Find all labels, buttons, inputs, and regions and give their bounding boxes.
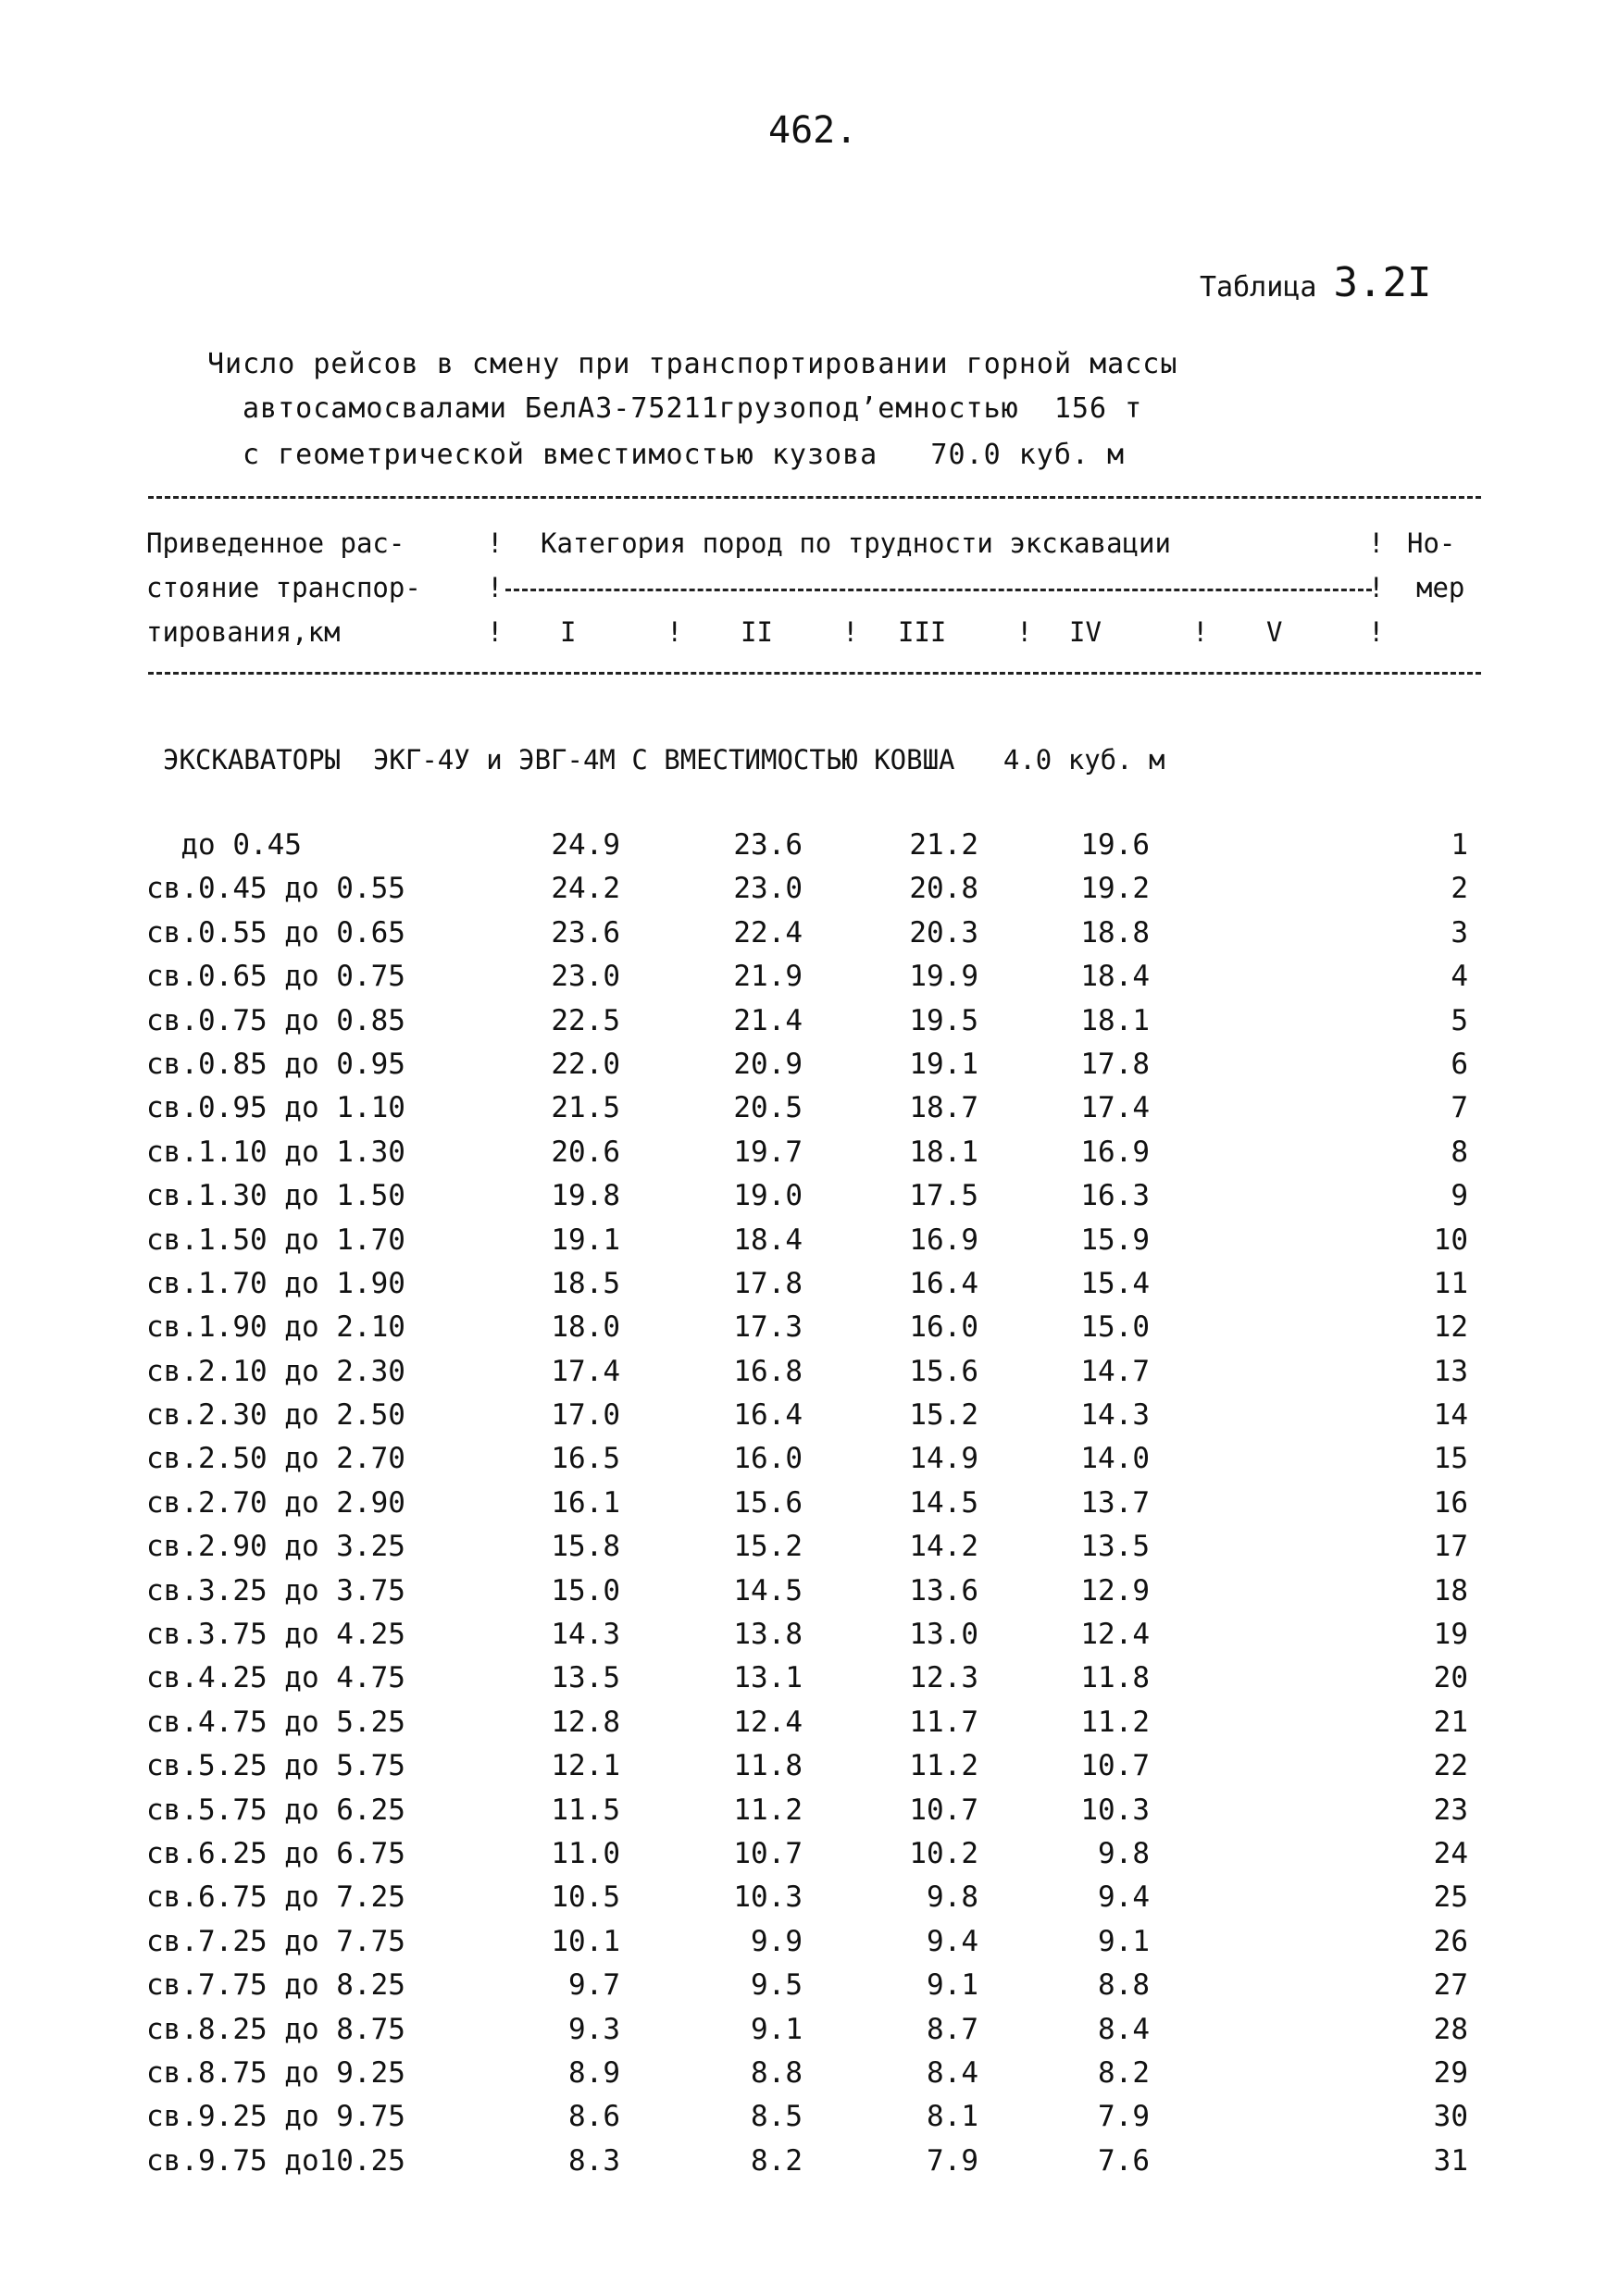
row-value-cat-2: 9.1 <box>751 2012 803 2046</box>
row-value-cat-3: 15.2 <box>909 1398 978 1433</box>
row-value-cat-2: 8.8 <box>751 2055 803 2090</box>
row-number: 21 <box>1433 1705 1468 1739</box>
header-separator: ! <box>1368 616 1385 648</box>
table-row <box>0 1574 1619 1618</box>
row-value-cat-2: 12.4 <box>733 1705 803 1739</box>
table-title-line-3: с геометрической вместимостью кузова 70.0 куб. м <box>243 439 1126 471</box>
row-value-cat-1: 19.8 <box>551 1179 620 1213</box>
row-value-cat-2: 13.8 <box>733 1618 803 1652</box>
row-distance: св.1.70 до 1.90 <box>146 1266 405 1300</box>
row-value-cat-3: 8.4 <box>927 2055 978 2090</box>
row-value-cat-2: 20.9 <box>733 1047 803 1081</box>
row-value-cat-3: 10.7 <box>909 1793 978 1827</box>
table-row <box>0 1179 1619 1222</box>
row-value-cat-1: 24.2 <box>551 872 620 906</box>
row-value-cat-1: 11.5 <box>551 1793 620 1827</box>
row-value-cat-2: 10.7 <box>733 1836 803 1870</box>
row-number: 20 <box>1433 1661 1468 1695</box>
row-number: 30 <box>1433 2100 1468 2134</box>
row-value-cat-2: 22.4 <box>733 915 803 949</box>
table-label <box>1200 259 1431 306</box>
header-category-title: Категория пород по трудности экскавации <box>541 527 1171 559</box>
row-value-cat-2: 16.0 <box>733 1442 803 1476</box>
row-distance: св.0.75 до 0.85 <box>146 1003 405 1037</box>
row-value-cat-1: 10.5 <box>551 1880 620 1915</box>
row-value-cat-4: 15.0 <box>1080 1310 1150 1345</box>
row-value-cat-2: 8.5 <box>751 2100 803 2134</box>
row-value-cat-2: 21.4 <box>733 1003 803 1037</box>
row-value-cat-2: 11.8 <box>733 1749 803 1783</box>
table-row <box>0 1706 1619 1749</box>
row-value-cat-2: 19.7 <box>733 1135 803 1169</box>
header-separator: ! <box>1192 616 1209 648</box>
header-inner-rule <box>505 589 1372 591</box>
row-distance: св.8.25 до 8.75 <box>146 2012 405 2046</box>
header-number-line-1: Но- <box>1407 527 1456 559</box>
rule-top <box>148 496 1481 499</box>
header-distance-line-1: Приведенное рас- <box>146 527 405 559</box>
header-separator: ! <box>666 616 683 648</box>
row-value-cat-4: 16.9 <box>1080 1135 1150 1169</box>
row-value-cat-3: 19.9 <box>909 960 978 994</box>
row-number: 28 <box>1433 2012 1468 2046</box>
row-number: 26 <box>1433 1924 1468 1958</box>
row-value-cat-4: 19.2 <box>1080 872 1150 906</box>
row-value-cat-4: 12.4 <box>1080 1618 1150 1652</box>
row-value-cat-4: 15.9 <box>1080 1222 1150 1257</box>
row-distance: св.8.75 до 9.25 <box>146 2055 405 2090</box>
row-distance: св.1.10 до 1.30 <box>146 1135 405 1169</box>
row-value-cat-2: 20.5 <box>733 1091 803 1125</box>
table-row <box>0 1048 1619 1091</box>
header-separator: ! <box>1368 572 1385 603</box>
row-value-cat-3: 16.9 <box>909 1222 978 1257</box>
row-value-cat-1: 8.6 <box>568 2100 620 2134</box>
row-distance: св.2.70 до 2.90 <box>146 1485 405 1520</box>
row-value-cat-4: 8.4 <box>1098 2012 1150 2046</box>
row-number: 27 <box>1433 1968 1468 2003</box>
row-value-cat-1: 15.0 <box>551 1573 620 1607</box>
row-number: 24 <box>1433 1836 1468 1870</box>
header-separator: ! <box>487 572 504 603</box>
row-value-cat-2: 9.9 <box>751 1924 803 1958</box>
row-distance: св.3.75 до 4.25 <box>146 1618 405 1652</box>
table-row <box>0 1880 1619 1924</box>
table-row <box>0 1136 1619 1179</box>
row-distance: св.0.85 до 0.95 <box>146 1047 405 1081</box>
row-number: 22 <box>1433 1749 1468 1783</box>
row-value-cat-3: 14.9 <box>909 1442 978 1476</box>
row-value-cat-3: 9.4 <box>927 1924 978 1958</box>
row-distance: св.1.50 до 1.70 <box>146 1222 405 1257</box>
row-value-cat-4: 15.4 <box>1080 1266 1150 1300</box>
row-value-cat-4: 9.4 <box>1098 1880 1150 1915</box>
row-value-cat-4: 8.2 <box>1098 2055 1150 2090</box>
row-number: 11 <box>1433 1266 1468 1300</box>
row-value-cat-2: 14.5 <box>733 1573 803 1607</box>
table-row <box>0 1661 1619 1705</box>
row-distance: св.0.65 до 0.75 <box>146 960 405 994</box>
row-value-cat-1: 18.5 <box>551 1266 620 1300</box>
row-number: 2 <box>1451 872 1468 906</box>
table-row <box>0 2056 1619 2100</box>
row-number: 25 <box>1433 1880 1468 1915</box>
row-value-cat-2: 17.8 <box>733 1266 803 1300</box>
row-value-cat-2: 17.3 <box>733 1310 803 1345</box>
row-value-cat-4: 17.8 <box>1080 1047 1150 1081</box>
row-value-cat-4: 16.3 <box>1080 1179 1150 1213</box>
row-value-cat-2: 21.9 <box>733 960 803 994</box>
row-value-cat-1: 18.0 <box>551 1310 620 1345</box>
row-value-cat-4: 7.6 <box>1098 2143 1150 2178</box>
table-row <box>0 1310 1619 1354</box>
row-number: 29 <box>1433 2055 1468 2090</box>
row-value-cat-3: 14.5 <box>909 1485 978 1520</box>
row-distance: св.0.45 до 0.55 <box>146 872 405 906</box>
row-value-cat-1: 17.0 <box>551 1398 620 1433</box>
row-number: 4 <box>1451 960 1468 994</box>
row-distance: св.0.55 до 0.65 <box>146 915 405 949</box>
table-row <box>0 1223 1619 1267</box>
header-category-3: III <box>898 616 947 648</box>
row-distance: св.1.30 до 1.50 <box>146 1179 405 1213</box>
row-value-cat-3: 20.3 <box>909 915 978 949</box>
table-label-word: Таблица <box>1200 271 1317 304</box>
row-number: 12 <box>1433 1310 1468 1345</box>
row-value-cat-4: 9.8 <box>1098 1836 1150 1870</box>
row-value-cat-4: 18.8 <box>1080 915 1150 949</box>
row-distance: св.2.50 до 2.70 <box>146 1442 405 1476</box>
row-value-cat-2: 13.1 <box>733 1661 803 1695</box>
table-row <box>0 1618 1619 1661</box>
row-value-cat-4: 13.7 <box>1080 1485 1150 1520</box>
header-separator: ! <box>487 616 504 648</box>
table-row <box>0 1091 1619 1135</box>
table-row <box>0 1749 1619 1793</box>
row-distance: св.7.25 до 7.75 <box>146 1924 405 1958</box>
row-value-cat-3: 14.2 <box>909 1530 978 1564</box>
row-value-cat-1: 16.5 <box>551 1442 620 1476</box>
table-row <box>0 960 1619 1003</box>
row-value-cat-3: 11.2 <box>909 1749 978 1783</box>
row-value-cat-2: 18.4 <box>733 1222 803 1257</box>
table-row <box>0 2013 1619 2056</box>
row-value-cat-3: 19.5 <box>909 1003 978 1037</box>
row-number: 10 <box>1433 1222 1468 1257</box>
table-row <box>0 2144 1619 2188</box>
row-value-cat-4: 19.6 <box>1080 828 1150 862</box>
row-value-cat-1: 23.6 <box>551 915 620 949</box>
row-value-cat-3: 13.0 <box>909 1618 978 1652</box>
row-value-cat-4: 7.9 <box>1098 2100 1150 2134</box>
table-title-line-2: автосамосвалами БелАЗ-75211грузопод’емностью 156 т <box>243 392 1143 425</box>
row-value-cat-1: 9.3 <box>568 2012 620 2046</box>
table-row <box>0 1837 1619 1880</box>
row-distance: св.4.25 до 4.75 <box>146 1661 405 1695</box>
row-value-cat-1: 22.0 <box>551 1047 620 1081</box>
row-distance: св.2.30 до 2.50 <box>146 1398 405 1433</box>
row-distance: св.6.75 до 7.25 <box>146 1880 405 1915</box>
row-value-cat-3: 16.4 <box>909 1266 978 1300</box>
row-value-cat-4: 18.4 <box>1080 960 1150 994</box>
row-value-cat-2: 23.0 <box>733 872 803 906</box>
row-value-cat-2: 9.5 <box>751 1968 803 2003</box>
row-value-cat-1: 8.3 <box>568 2143 620 2178</box>
row-value-cat-4: 14.3 <box>1080 1398 1150 1433</box>
header-separator: ! <box>1016 616 1033 648</box>
table-row <box>0 1530 1619 1573</box>
row-value-cat-4: 10.7 <box>1080 1749 1150 1783</box>
row-value-cat-1: 9.7 <box>568 1968 620 2003</box>
header-separator: ! <box>1368 527 1385 559</box>
row-value-cat-3: 8.7 <box>927 2012 978 2046</box>
row-value-cat-1: 8.9 <box>568 2055 620 2090</box>
row-value-cat-4: 13.5 <box>1080 1530 1150 1564</box>
row-number: 23 <box>1433 1793 1468 1827</box>
row-value-cat-3: 21.2 <box>909 828 978 862</box>
row-number: 5 <box>1451 1003 1468 1037</box>
row-value-cat-3: 9.1 <box>927 1968 978 2003</box>
row-value-cat-2: 16.4 <box>733 1398 803 1433</box>
table-row <box>0 1442 1619 1485</box>
section-title: ЭКСКАВАТОРЫ ЭКГ-4У и ЭВГ-4М С ВМЕСТИМОСТЬЮ КОВША 4.0 куб. м <box>163 744 1165 776</box>
row-value-cat-3: 12.3 <box>909 1661 978 1695</box>
row-value-cat-4: 8.8 <box>1098 1968 1150 2003</box>
row-number: 8 <box>1451 1135 1468 1169</box>
rule-header-bottom <box>148 672 1481 675</box>
row-value-cat-1: 17.4 <box>551 1354 620 1388</box>
header-number-line-2: мер <box>1416 572 1465 603</box>
row-value-cat-2: 16.8 <box>733 1354 803 1388</box>
table-row <box>0 916 1619 960</box>
row-value-cat-3: 18.7 <box>909 1091 978 1125</box>
row-value-cat-2: 19.0 <box>733 1179 803 1213</box>
row-distance: до 0.45 <box>146 828 302 862</box>
table-row <box>0 828 1619 872</box>
table-row <box>0 1355 1619 1398</box>
row-value-cat-2: 11.2 <box>733 1793 803 1827</box>
row-value-cat-3: 9.8 <box>927 1880 978 1915</box>
row-value-cat-3: 17.5 <box>909 1179 978 1213</box>
row-value-cat-1: 20.6 <box>551 1135 620 1169</box>
row-distance: св.7.75 до 8.25 <box>146 1968 405 2003</box>
row-value-cat-1: 16.1 <box>551 1485 620 1520</box>
row-value-cat-3: 8.1 <box>927 2100 978 2134</box>
row-value-cat-4: 14.7 <box>1080 1354 1150 1388</box>
row-value-cat-1: 11.0 <box>551 1836 620 1870</box>
row-value-cat-1: 12.8 <box>551 1705 620 1739</box>
row-distance: св.5.75 до 6.25 <box>146 1793 405 1827</box>
header-category-2: II <box>741 616 773 648</box>
table-row <box>0 1004 1619 1048</box>
row-value-cat-3: 19.1 <box>909 1047 978 1081</box>
row-value-cat-1: 21.5 <box>551 1091 620 1125</box>
row-distance: св.3.25 до 3.75 <box>146 1573 405 1607</box>
row-value-cat-4: 11.8 <box>1080 1661 1150 1695</box>
row-number: 17 <box>1433 1530 1468 1564</box>
row-value-cat-1: 24.9 <box>551 828 620 862</box>
row-number: 1 <box>1451 828 1468 862</box>
row-number: 19 <box>1433 1618 1468 1652</box>
row-number: 13 <box>1433 1354 1468 1388</box>
table-row <box>0 1486 1619 1530</box>
row-number: 16 <box>1433 1485 1468 1520</box>
row-value-cat-3: 15.6 <box>909 1354 978 1388</box>
page-number: 462. <box>768 109 858 152</box>
header-distance-line-2: стояние транспор- <box>146 572 421 603</box>
row-value-cat-1: 23.0 <box>551 960 620 994</box>
header-category-4: IV <box>1069 616 1102 648</box>
row-distance: св.0.95 до 1.10 <box>146 1091 405 1125</box>
table-number: 3.2I <box>1333 259 1432 306</box>
row-value-cat-1: 10.1 <box>551 1924 620 1958</box>
row-distance: св.5.25 до 5.75 <box>146 1749 405 1783</box>
row-value-cat-4: 10.3 <box>1080 1793 1150 1827</box>
header-separator: ! <box>842 616 859 648</box>
row-value-cat-3: 16.0 <box>909 1310 978 1345</box>
table-row <box>0 2100 1619 2143</box>
row-value-cat-1: 12.1 <box>551 1749 620 1783</box>
row-number: 3 <box>1451 915 1468 949</box>
row-value-cat-2: 23.6 <box>733 828 803 862</box>
row-number: 7 <box>1451 1091 1468 1125</box>
row-distance: св.6.25 до 6.75 <box>146 1836 405 1870</box>
row-value-cat-3: 7.9 <box>927 2143 978 2178</box>
row-value-cat-4: 11.2 <box>1080 1705 1150 1739</box>
header-separator: ! <box>487 527 504 559</box>
table-title-line-1: Число рейсов в смену при транспортировании горной массы <box>207 348 1178 380</box>
row-number: 31 <box>1433 2143 1468 2178</box>
row-number: 18 <box>1433 1573 1468 1607</box>
row-number: 15 <box>1433 1442 1468 1476</box>
table-row <box>0 872 1619 915</box>
table-row <box>0 1267 1619 1310</box>
table-body <box>0 828 1619 2188</box>
row-value-cat-3: 13.6 <box>909 1573 978 1607</box>
row-value-cat-1: 15.8 <box>551 1530 620 1564</box>
row-value-cat-4: 12.9 <box>1080 1573 1150 1607</box>
header-distance-line-3: тирования,км <box>146 616 341 648</box>
row-value-cat-4: 18.1 <box>1080 1003 1150 1037</box>
row-value-cat-2: 15.6 <box>733 1485 803 1520</box>
table-row <box>0 1968 1619 2012</box>
row-value-cat-2: 10.3 <box>733 1880 803 1915</box>
row-value-cat-2: 15.2 <box>733 1530 803 1564</box>
row-value-cat-3: 11.7 <box>909 1705 978 1739</box>
row-distance: св.9.75 до10.25 <box>146 2143 405 2178</box>
table-row <box>0 1925 1619 1968</box>
row-number: 14 <box>1433 1398 1468 1433</box>
row-distance: св.1.90 до 2.10 <box>146 1310 405 1345</box>
row-distance: св.2.90 до 3.25 <box>146 1530 405 1564</box>
row-distance: св.2.10 до 2.30 <box>146 1354 405 1388</box>
header-category-1: I <box>560 616 577 648</box>
row-value-cat-1: 19.1 <box>551 1222 620 1257</box>
row-value-cat-4: 9.1 <box>1098 1924 1150 1958</box>
row-value-cat-1: 14.3 <box>551 1618 620 1652</box>
row-distance: св.9.25 до 9.75 <box>146 2100 405 2134</box>
row-value-cat-4: 17.4 <box>1080 1091 1150 1125</box>
row-value-cat-3: 20.8 <box>909 872 978 906</box>
row-number: 6 <box>1451 1047 1468 1081</box>
row-value-cat-4: 14.0 <box>1080 1442 1150 1476</box>
row-value-cat-3: 18.1 <box>909 1135 978 1169</box>
row-number: 9 <box>1451 1179 1468 1213</box>
row-distance: св.4.75 до 5.25 <box>146 1705 405 1739</box>
header-category-5: V <box>1266 616 1283 648</box>
table-row <box>0 1398 1619 1442</box>
table-row <box>0 1793 1619 1837</box>
row-value-cat-1: 22.5 <box>551 1003 620 1037</box>
row-value-cat-3: 10.2 <box>909 1836 978 1870</box>
row-value-cat-1: 13.5 <box>551 1661 620 1695</box>
row-value-cat-2: 8.2 <box>751 2143 803 2178</box>
